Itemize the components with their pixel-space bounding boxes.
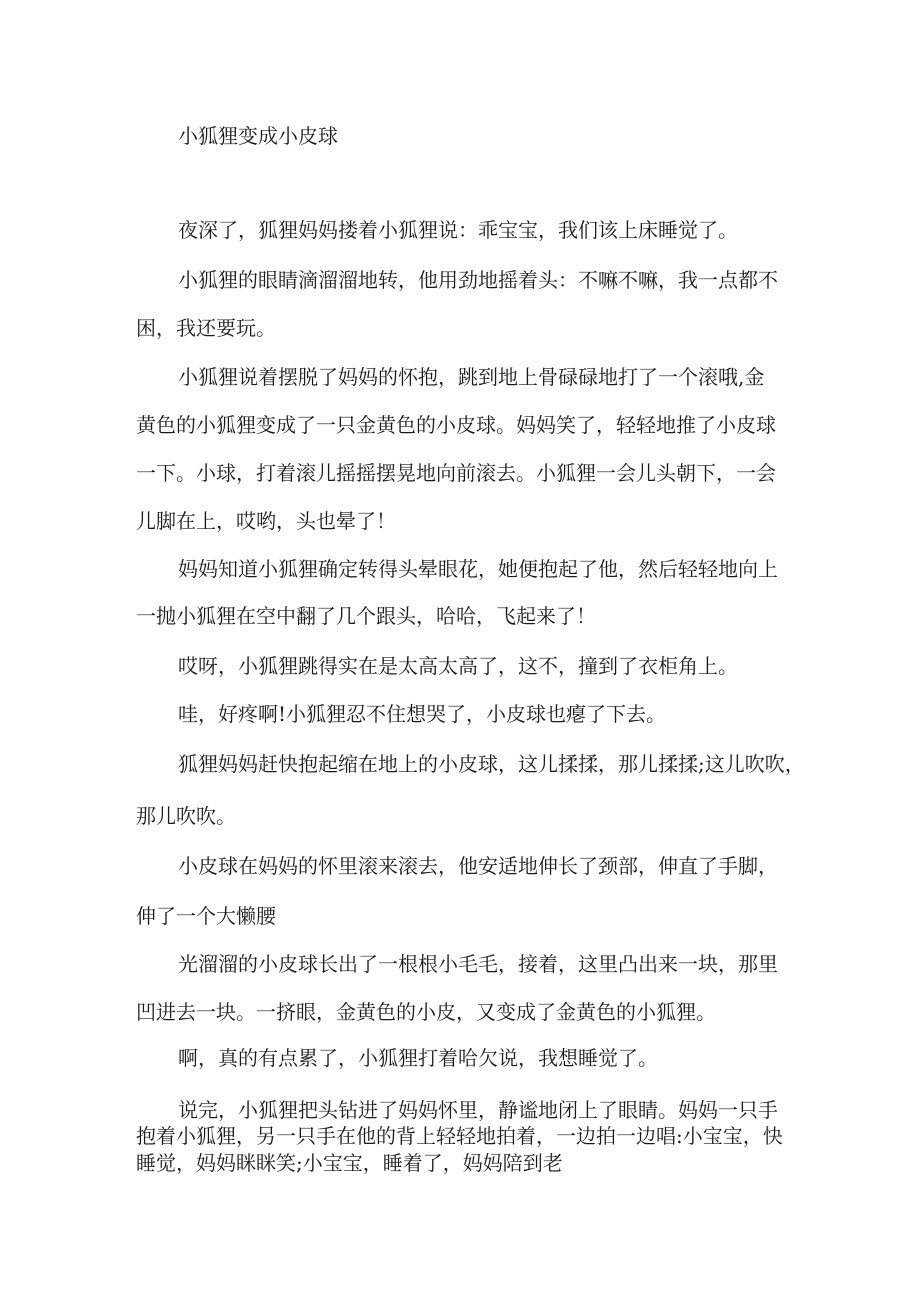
paragraph-line: 说完，小狐狸把头钻进了妈妈怀里，静谧地闭上了眼睛。妈妈一只手	[178, 1098, 778, 1122]
paragraph-line: 一下。小球，打着滚儿摇摇摆晃地向前滚去。小狐狸一会儿头朝下，一会	[136, 461, 776, 485]
paragraph-line: 睡觉，妈妈眯眯笑;小宝宝，睡着了，妈妈陪到老	[136, 1151, 563, 1175]
paragraph-line: 困，我还要玩。	[136, 316, 276, 340]
paragraph-line: 光溜溜的小皮球长出了一根根小毛毛，接着，这里凸出来一块，那里	[178, 952, 778, 976]
paragraph-line: 啊，真的有点累了，小狐狸打着哈欠说，我想睡觉了。	[178, 1046, 658, 1070]
paragraph-line: 伸了一个大懒腰	[136, 904, 276, 928]
paragraph-line: 小狐狸的眼睛滴溜溜地转，他用劲地摇着头：不嘛不嘛，我一点都不	[178, 268, 778, 292]
paragraph-line: 妈妈知道小狐狸确定转得头晕眼花，她便抱起了他，然后轻轻地向上	[178, 557, 778, 581]
paragraph-line: 小狐狸说着摆脱了妈妈的怀抱，跳到地上骨碌碌地打了一个滚哦,金	[178, 365, 765, 389]
paragraph-line: 夜深了，狐狸妈妈搂着小狐狸说：乖宝宝，我们该上床睡觉了。	[178, 218, 738, 242]
paragraph-line: 一抛小狐狸在空中翻了几个跟头，哈哈，飞起来了！	[136, 604, 596, 628]
paragraph-line: 那儿吹吹。	[136, 804, 236, 828]
paragraph-line: 抱着小狐狸，另一只手在他的背上轻轻地拍着，一边拍一边唱:小宝宝，快	[136, 1124, 783, 1148]
paragraph-line: 哇，好疼啊!小狐狸忍不住想哭了，小皮球也瘪了下去。	[178, 702, 667, 726]
paragraph-line: 凹进去一块。一挤眼，金黄色的小皮，又变成了金黄色的小狐狸。	[136, 1000, 716, 1024]
paragraph-line: 儿脚在上，哎哟，头也晕了！	[136, 509, 396, 533]
paragraph-line: 黄色的小狐狸变成了一只金黄色的小皮球。妈妈笑了，轻轻地推了小皮球	[136, 413, 776, 437]
paragraph-line: 小皮球在妈妈的怀里滚来滚去，他安适地伸长了颈部，伸直了手脚，	[178, 854, 778, 878]
paragraph-line: 狐狸妈妈赶快抱起缩在地上的小皮球，这儿揉揉，那儿揉揉;这儿吹吹，	[178, 752, 805, 776]
paragraph-line: 哎呀，小狐狸跳得实在是太高太高了，这不，撞到了衣柜角上。	[178, 654, 738, 678]
page-title: 小狐狸变成小皮球	[178, 124, 338, 148]
